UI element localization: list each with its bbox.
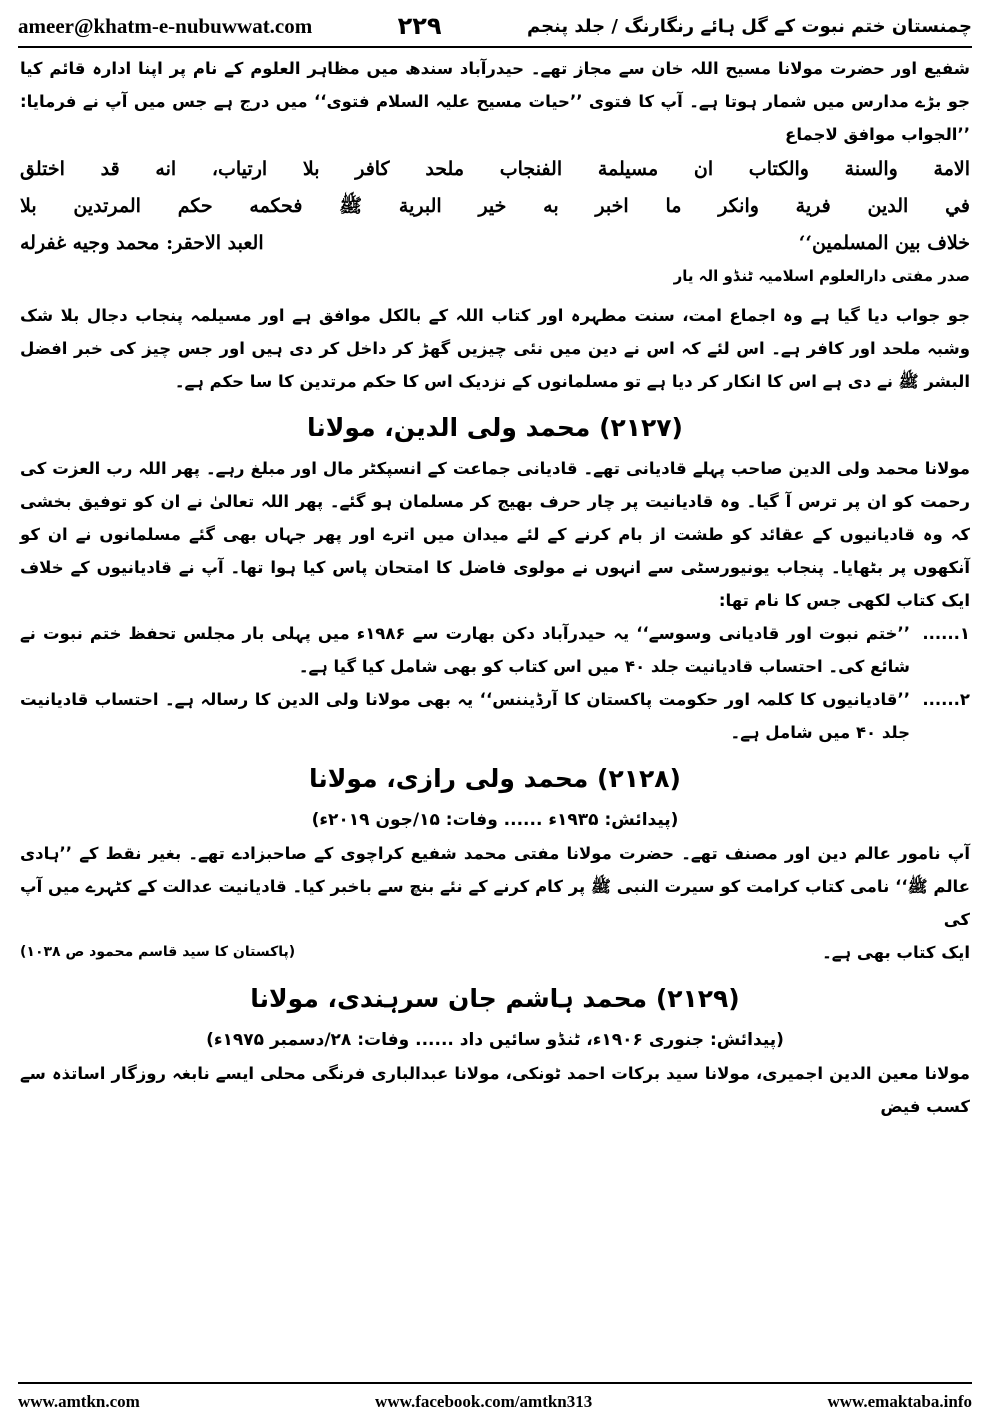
list-item-text: ’’ختم نبوت اور قادیانی وسوسے‘‘ یہ حیدرآباد دکن بھارت سے ۱۹۸۶ء میں پہلی بار مجلس تحفظ ختم نبوت نے شائع کی۔ احتساب قادیانیت جلد ۴۰ میں اس کتاب کو بھی شامل کیا گیا ہے۔	[20, 624, 910, 676]
section-heading-2128: (۲۱۲۸) محمد ولی رازی، مولانا	[309, 764, 681, 793]
fatwa-signature-line	[20, 225, 970, 261]
arabic-fatwa-line-3: خلاف بين المسلمين‘‘	[798, 232, 970, 254]
arabic-fatwa-line-2: في الدين فرية وانكر ما اخبر به خير البرية ﷺ فحكمه حكم المرتدين بلا	[20, 195, 970, 217]
fatwa-signature: العبد الاحقر: محمد وجيه غفرله	[20, 232, 264, 254]
section-2128-last-line	[20, 936, 970, 969]
footer-link-facebook[interactable]: www.facebook.com/amtkn313	[375, 1392, 593, 1411]
section-2128-paragraph: آپ نامور عالم دین اور مصنف تھے۔ حضرت مولانا مفتی محمد شفیع کراچوی کے صاحبزادے تھے۔ بغیر نقط کے ’’ہادی عالم ﷺ‘‘ نامی کتاب کرامت کو سیرت النبی ﷺ پر کام کرنے کے نئے بنچ سے باخبر کیا۔ قادیانیت عدالت کے کٹہرے میں آپ کی	[20, 844, 970, 929]
section-2127-paragraph: مولانا محمد ولی الدین صاحب پہلے قادیانی تھے۔ قادیانی جماعت کے انسپکٹر مال اور مبلغ رہے۔ پھر اللہ رب العزت کی رحمت کو ان پر ترس آ گیا۔ وہ قادیانیت پر چار حرف بھیج کر مسلمان ہو گئے۔ پھر اللہ تعالیٰ نے ان کو توفیق بخشی کہ وہ قادیانیوں کے عقائد کو طشت از بام کرنے کے لئے میدان میں اترے اور پھر جہاں بھی گئے مسلمانوں نے ان کو آنکھوں پر بٹھایا۔ پنجاب یونیورسٹی سے انہوں نے مولوی فاضل کا امتحان پاس کیا ہوا تھا۔ آپ نے قادیانیوں کے خلاف ایک کتاب لکھی جس کا نام تھا:	[20, 459, 970, 610]
list-item-number: ۱......	[922, 624, 970, 643]
list-item-text: ’’قادیانیوں کا کلمہ اور حکومت پاکستان کا آرڈیننس‘‘ یہ بھی مولانا ولی الدین کا رسالہ ہے۔ احتساب قادیانیت جلد ۴۰ میں شامل ہے۔	[20, 690, 910, 742]
signer-title: صدر مفتی دارالعلوم اسلامیہ ٹنڈو الہ یار	[673, 267, 970, 285]
section-2129-dates: (پیدائش: جنوری ۱۹۰۶ء، ٹنڈو سائیں داد ...... وفات: ۲۸/دسمبر ۱۹۷۵ء)	[206, 1030, 784, 1050]
book-title: چمنستان ختم نبوت کے گل ہائے رنگارنگ / جلد پنجم	[526, 15, 972, 37]
page-number: ۲۲۹	[397, 12, 442, 40]
section-heading-2127: (۲۱۲۷) محمد ولی الدین، مولانا	[307, 413, 683, 442]
list-item	[20, 617, 970, 683]
footer-link-amtkn[interactable]: www.amtkn.com	[18, 1392, 140, 1411]
header-email: ameer@khatm-e-nubuwwat.com	[18, 13, 313, 38]
header-divider	[18, 46, 972, 48]
intro-paragraph: شفیع اور حضرت مولانا مسیح اللہ خان سے مجاز تھے۔ حیدرآباد سندھ میں مظاہر العلوم کے نام پر اپنا ادارہ قائم کیا جو بڑے مدارس میں شمار ہوتا ہے۔ آپ کا فتوی ’’حیات مسیح علیہ السلام فتوی‘‘ میں درج ہے جس میں آپ نے فرمایا: ’’الجواب موافق لاجماع	[20, 59, 970, 144]
page-footer	[18, 1390, 972, 1414]
page-body	[20, 52, 970, 1123]
section-2128-reference: (پاکستان کا سید قاسم محمود ص ۱۰۳۸)	[20, 944, 296, 960]
section-heading-2129: (۲۱۲۹) محمد ہاشم جان سرہندی، مولانا	[250, 984, 740, 1013]
section-2128-last-text: ایک کتاب بھی ہے۔	[822, 943, 970, 962]
section-2128-dates: (پیدائش: ۱۹۳۵ء ...... وفات: ۱۵/جون ۲۰۱۹ء)	[311, 810, 679, 830]
footer-divider	[18, 1382, 972, 1384]
list-item-number: ۲......	[922, 690, 970, 709]
footer-link-emaktaba[interactable]: www.emaktaba.info	[827, 1392, 972, 1411]
page-header	[18, 8, 972, 44]
section-2129-paragraph: مولانا معین الدین اجمیری، مولانا سید برکات احمد ٹونکی، مولانا عبدالباری فرنگی محلی ایسے نابغہ روزگار اساتذہ سے کسب فیض	[20, 1064, 970, 1116]
arabic-fatwa-line-1: الامة والسنة والكتاب ان مسيلمة الفنجاب ملحد كافر بلا ارتياب، انه قد اختلق	[20, 158, 970, 180]
explanation-paragraph: جو جواب دیا گیا ہے وہ اجماع امت، سنت مطہرہ اور کتاب اللہ کے بالکل موافق ہے اور مسیلمہ پنجاب دجال بلا شک وشبہ ملحد اور کافر ہے۔ اس لئے کہ اس نے دین میں نئی چیزیں گھڑ کر داخل کر دی ہیں اور جس چیز کی خبر افضل البشر ﷺ نے دی ہے اس کا انکار کر دیا ہے تو مسلمانوں کے نزدیک اس کا حکم مرتدین کا سا حکم ہے۔	[20, 306, 970, 391]
list-item	[20, 683, 970, 749]
